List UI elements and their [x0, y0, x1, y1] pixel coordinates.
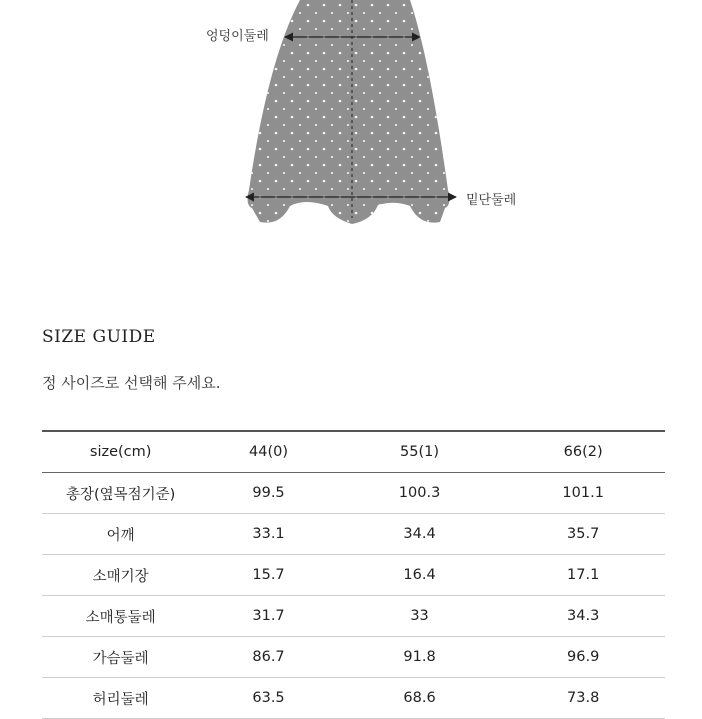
cell-value: 101.1 — [501, 473, 665, 514]
table-row — [42, 555, 665, 596]
row-label: 총장(옆목점기준) — [42, 473, 199, 514]
cell-value: 16.4 — [338, 555, 502, 596]
table-row — [42, 473, 665, 514]
header-size-55: 55(1) — [338, 431, 502, 473]
header-size-66: 66(2) — [501, 431, 665, 473]
table-header-row — [42, 431, 665, 473]
table-row — [42, 637, 665, 678]
cell-value: 31.7 — [199, 596, 337, 637]
cell-value: 34.3 — [501, 596, 665, 637]
hem-label: 밑단둘레 — [466, 193, 517, 208]
cell-value: 86.7 — [199, 637, 337, 678]
table-row — [42, 596, 665, 637]
cell-value: 91.8 — [338, 637, 502, 678]
cell-value: 34.4 — [338, 514, 502, 555]
size-guide-note: 정 사이즈로 선택해 주세요. — [42, 374, 221, 392]
cell-value: 33 — [338, 596, 502, 637]
row-label: 가슴둘레 — [42, 637, 199, 678]
table-row — [42, 514, 665, 555]
cell-value: 68.6 — [338, 678, 502, 719]
table-row — [42, 678, 665, 719]
cell-value: 99.5 — [199, 473, 337, 514]
skirt-illustration — [0, 0, 702, 240]
cell-value: 100.3 — [338, 473, 502, 514]
cell-value: 33.1 — [199, 514, 337, 555]
cell-value: 63.5 — [199, 678, 337, 719]
header-size-44: 44(0) — [199, 431, 337, 473]
header-size-unit: size(cm) — [42, 431, 199, 473]
size-table — [42, 430, 665, 719]
size-guide-title: SIZE GUIDE — [42, 327, 156, 347]
skirt-measurement-diagram — [0, 0, 702, 240]
row-label: 허리둘레 — [42, 678, 199, 719]
hip-label: 엉덩이둘레 — [206, 29, 269, 44]
row-label: 소매통둘레 — [42, 596, 199, 637]
cell-value: 73.8 — [501, 678, 665, 719]
row-label: 어깨 — [42, 514, 199, 555]
cell-value: 15.7 — [199, 555, 337, 596]
cell-value: 35.7 — [501, 514, 665, 555]
cell-value: 96.9 — [501, 637, 665, 678]
row-label: 소매기장 — [42, 555, 199, 596]
cell-value: 17.1 — [501, 555, 665, 596]
